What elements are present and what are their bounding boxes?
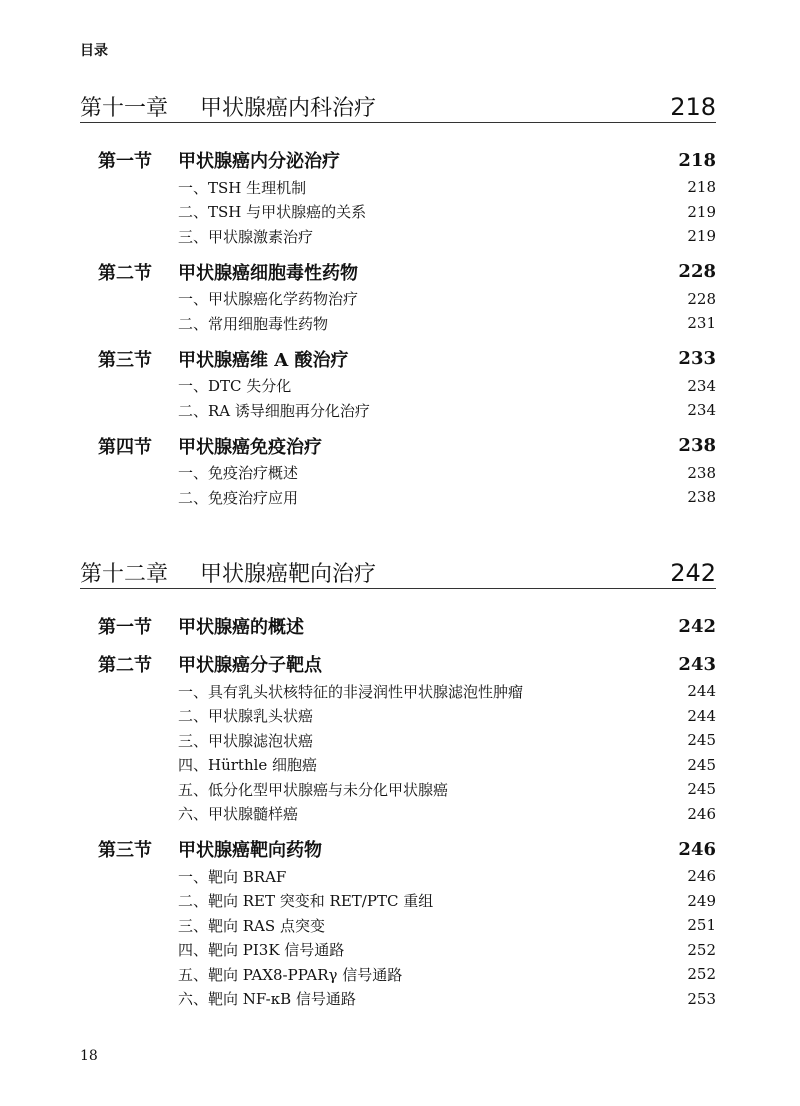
chapter-title: 甲状腺癌内科治疗 xyxy=(200,96,377,121)
subsection-entry[interactable] xyxy=(80,728,716,753)
subsection-page-number: 234 xyxy=(687,376,716,395)
section-number: 第一节 xyxy=(98,617,152,638)
section-title: 甲状腺癌分子靶点 xyxy=(178,655,322,676)
subsection-title: 六、甲状腺髓样癌 xyxy=(178,805,299,824)
subsection-page-number: 251 xyxy=(687,916,716,935)
section-page-number: 228 xyxy=(678,261,716,282)
subsection-entry[interactable] xyxy=(80,287,716,312)
section xyxy=(80,649,716,826)
subsection-entry[interactable] xyxy=(80,461,716,486)
subsection-title: 二、TSH 与甲状腺癌的关系 xyxy=(178,203,367,222)
subsection-page-number: 253 xyxy=(687,989,716,1008)
subsection-title: 二、常用细胞毒性药物 xyxy=(178,314,329,333)
running-header: 目录 xyxy=(80,43,108,59)
subsection-entry[interactable] xyxy=(80,753,716,778)
subsection-title: 三、甲状腺滤泡状癌 xyxy=(178,731,314,750)
section xyxy=(80,145,716,249)
section xyxy=(80,257,716,336)
chapter-number: 第十一章 xyxy=(80,96,169,121)
section-heading[interactable] xyxy=(80,344,716,374)
section-heading[interactable] xyxy=(80,611,716,641)
chapter-title: 甲状腺癌靶向治疗 xyxy=(200,562,377,587)
section-page-number: 233 xyxy=(678,348,716,369)
subsection-entry[interactable] xyxy=(80,987,716,1012)
subsection-page-number: 219 xyxy=(687,227,716,246)
section-title: 甲状腺癌靶向药物 xyxy=(178,840,322,861)
subsection-page-number: 244 xyxy=(687,682,716,701)
subsection-entry[interactable] xyxy=(80,777,716,802)
section-page-number: 243 xyxy=(678,653,716,675)
subsection-entry[interactable] xyxy=(80,311,716,336)
section-heading[interactable] xyxy=(80,145,716,175)
subsection-entry[interactable] xyxy=(80,913,716,938)
subsection-entry[interactable] xyxy=(80,864,716,889)
subsection-page-number: 219 xyxy=(687,202,716,221)
subsection-entry[interactable] xyxy=(80,224,716,249)
section-number: 第三节 xyxy=(98,349,152,371)
subsection-entry[interactable] xyxy=(80,962,716,987)
chapter-heading[interactable] xyxy=(80,548,716,589)
subsection-page-number: 231 xyxy=(687,314,716,333)
subsection-page-number: 246 xyxy=(687,804,716,823)
subsection-entry[interactable] xyxy=(80,938,716,963)
subsection-title: 三、靶向 RAS 点突变 xyxy=(178,916,325,935)
chapter xyxy=(80,548,716,1019)
section-heading[interactable] xyxy=(80,834,716,864)
subsection-title: 四、Hürthle 细胞癌 xyxy=(178,756,318,775)
subsection-title: 六、靶向 NF-κB 信号通路 xyxy=(178,990,356,1009)
subsection-page-number: 234 xyxy=(687,401,716,420)
chapter-heading[interactable] xyxy=(80,82,716,123)
subsection-title: 二、甲状腺乳头状癌 xyxy=(178,707,314,726)
subsection-title: 一、免疫治疗概述 xyxy=(178,464,299,483)
chapter-page-number: 218 xyxy=(670,93,716,121)
section-number: 第一节 xyxy=(98,151,152,172)
section-number: 第四节 xyxy=(98,436,152,458)
subsection-title: 一、具有乳头状核特征的非浸润性甲状腺滤泡性肿瘤 xyxy=(178,682,524,701)
subsection-entry[interactable] xyxy=(80,175,716,200)
section-title: 甲状腺癌的概述 xyxy=(178,617,304,638)
section-page-number: 242 xyxy=(678,615,716,637)
subsection-page-number: 252 xyxy=(687,965,716,984)
section xyxy=(80,431,716,510)
subsection-title: 三、甲状腺激素治疗 xyxy=(178,227,314,246)
section-title: 甲状腺癌免疫治疗 xyxy=(178,436,322,458)
subsection-entry[interactable] xyxy=(80,679,716,704)
subsection-page-number: 218 xyxy=(687,178,716,197)
section-title: 甲状腺癌维 A 酸治疗 xyxy=(178,349,349,371)
subsection-page-number: 252 xyxy=(687,940,716,959)
section-page-number: 246 xyxy=(678,838,716,860)
section-number: 第二节 xyxy=(98,655,152,676)
subsection-entry[interactable] xyxy=(80,704,716,729)
subsection-title: 一、靶向 BRAF xyxy=(178,867,287,886)
subsection-page-number: 245 xyxy=(687,731,716,750)
section-heading[interactable] xyxy=(80,431,716,461)
section-number: 第二节 xyxy=(98,262,152,284)
chapter-number: 第十二章 xyxy=(80,562,169,587)
section-heading[interactable] xyxy=(80,649,716,679)
subsection-title: 一、甲状腺癌化学药物治疗 xyxy=(178,290,359,309)
subsection-entry[interactable] xyxy=(80,485,716,510)
subsection-title: 五、靶向 PAX8-PPARγ 信号通路 xyxy=(178,965,403,984)
page-number: 18 xyxy=(80,1048,98,1064)
subsection-page-number: 245 xyxy=(687,780,716,799)
chapter-page-number: 242 xyxy=(670,559,716,587)
section xyxy=(80,344,716,423)
chapter xyxy=(80,82,716,518)
subsection-title: 一、TSH 生理机制 xyxy=(178,178,307,197)
section xyxy=(80,611,716,641)
subsection-title: 五、低分化型甲状腺癌与未分化甲状腺癌 xyxy=(178,780,449,799)
subsection-page-number: 246 xyxy=(687,867,716,886)
subsection-page-number: 238 xyxy=(687,488,716,507)
section-heading[interactable] xyxy=(80,257,716,287)
subsection-title: 二、RA 诱导细胞再分化治疗 xyxy=(178,401,370,420)
subsection-entry[interactable] xyxy=(80,802,716,827)
subsection-title: 四、靶向 PI3K 信号通路 xyxy=(178,941,345,960)
section-page-number: 238 xyxy=(678,435,716,456)
subsection-page-number: 245 xyxy=(687,755,716,774)
subsection-entry[interactable] xyxy=(80,889,716,914)
subsection-entry[interactable] xyxy=(80,200,716,225)
subsection-title: 二、靶向 RET 突变和 RET/PTC 重组 xyxy=(178,892,434,911)
subsection-page-number: 244 xyxy=(687,706,716,725)
section-number: 第三节 xyxy=(98,840,152,861)
section xyxy=(80,834,716,1011)
section-title: 甲状腺癌细胞毒性药物 xyxy=(178,262,358,284)
subsection-page-number: 249 xyxy=(687,891,716,910)
section-page-number: 218 xyxy=(678,149,716,171)
subsection-page-number: 238 xyxy=(687,463,716,482)
subsection-entry[interactable] xyxy=(80,398,716,423)
subsection-entry[interactable] xyxy=(80,374,716,399)
subsection-title: 一、DTC 失分化 xyxy=(178,377,292,396)
section-title: 甲状腺癌内分泌治疗 xyxy=(178,151,340,172)
subsection-page-number: 228 xyxy=(687,289,716,308)
subsection-title: 二、免疫治疗应用 xyxy=(178,488,299,507)
